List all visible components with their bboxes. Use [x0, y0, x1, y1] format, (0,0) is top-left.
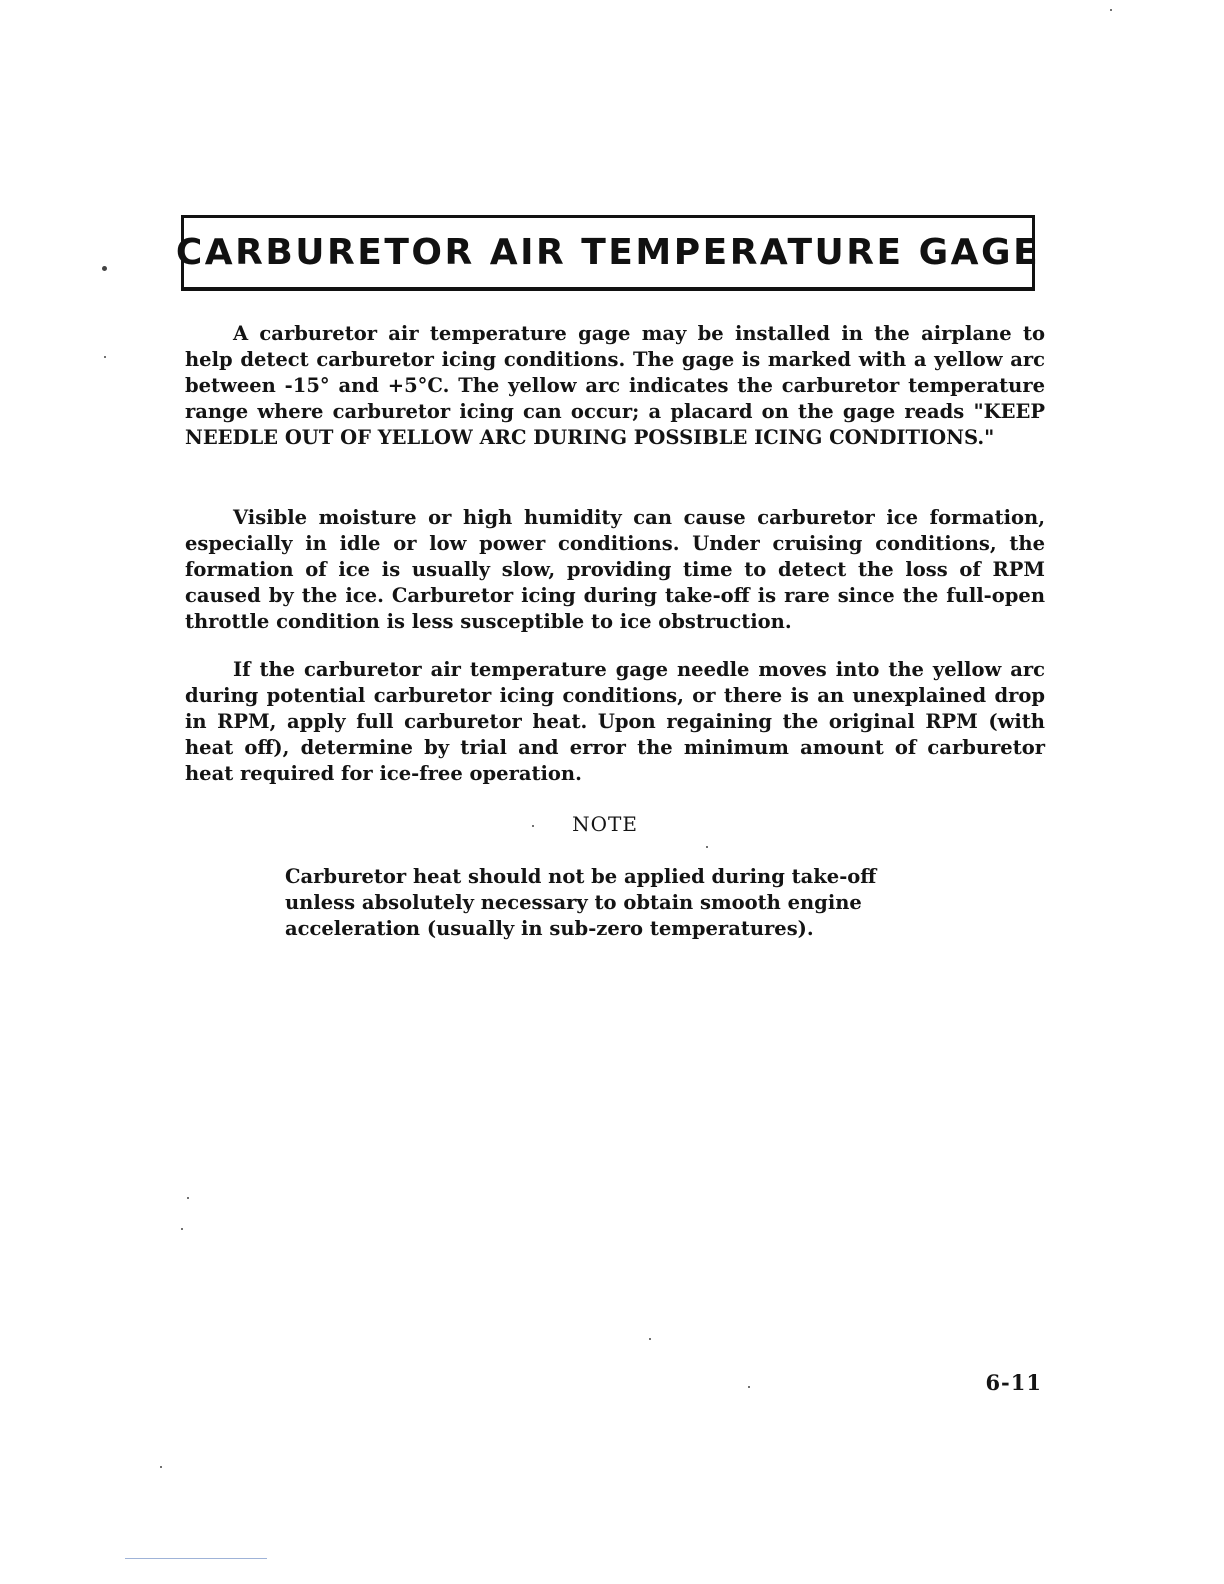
title-box [175, 215, 1041, 291]
note-heading: NOTE [572, 812, 638, 836]
paragraph-ice-formation [185, 505, 1045, 635]
paragraph-carburetor-heat [185, 657, 1045, 787]
scan-speck [748, 1386, 750, 1388]
paragraph-text: If the carburetor air temperature gage needle moves into the yellow arc during potential carburetor icing conditions, or there is an unexplained drop in RPM, apply full carburetor heat. Upon regaining the original RPM (with heat off), determine by trial and error the minimum amount of carburetor heat required for ice-free operation. [185, 658, 1045, 785]
paragraph-gage-description [185, 321, 1045, 451]
scan-speck [160, 1466, 162, 1468]
scan-speck [649, 1338, 651, 1340]
scan-speck [102, 266, 107, 271]
paragraph-text: Visible moisture or high humidity can cause carburetor ice formation, especially in idle or low power conditions. Under cruising conditions, the formation of ice is usually slow, providing time to detect the loss of RPM caused by the ice. Carburetor icing during take-off is rare since the full-open throttle condition is less susceptible to ice obstruction. [185, 506, 1045, 633]
scan-speck [706, 846, 708, 848]
paragraph-text: A carburetor air temperature gage may be installed in the airplane to help detect carburetor icing conditions. The gage is marked with a yellow arc between -15° and +5°C. The yellow arc indicates the carburetor temperature range where carburetor icing can occur; a placard on the gage reads "KEEP NEEDLE OUT OF YELLOW ARC DURING POSSIBLE ICING CONDITIONS." [185, 322, 1045, 449]
scan-speck [1110, 9, 1112, 11]
scan-speck [104, 356, 106, 358]
scan-speck [181, 1228, 183, 1230]
scan-speck [532, 825, 534, 827]
page-title: CARBURETOR AIR TEMPERATURE GAGE [175, 232, 1041, 273]
page-number: 6-11 [985, 1370, 1042, 1395]
note-text: Carburetor heat should not be applied during take-off unless absolutely necessary to obtain smooth engine acceleration (usually in sub-zero temperatures). [285, 865, 877, 940]
footer-rule [125, 1558, 267, 1559]
scan-speck [187, 1197, 189, 1199]
